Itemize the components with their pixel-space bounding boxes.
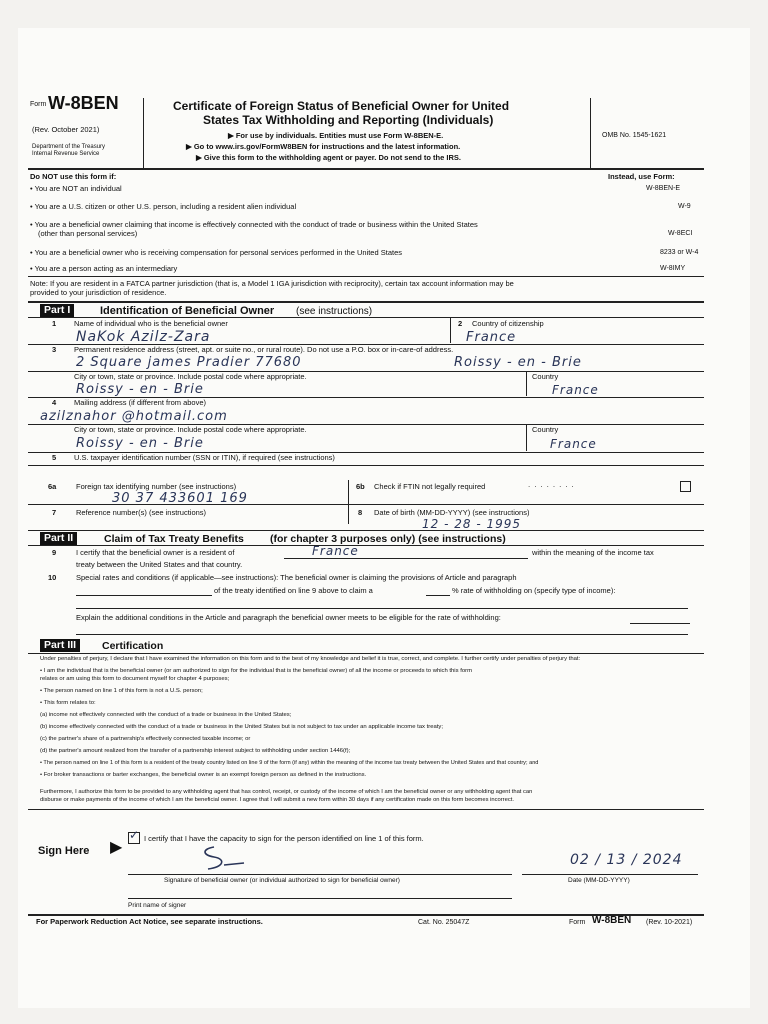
line9-line2: treaty between the United States and that country.	[76, 560, 243, 569]
line8-dob-field[interactable]: 12 - 28 - 1995	[422, 517, 521, 531]
line4-city-label: City or town, state or province. Include postal code where appropriate.	[74, 425, 307, 434]
part2-title-note: (for chapter 3 purposes only) (see instructions)	[270, 533, 506, 545]
header-sub3: ▶ Give this form to the withholding agent or payer. Do not send to the IRS.	[196, 153, 461, 162]
rule	[28, 545, 704, 546]
line1-name-field[interactable]: NaKok Azilz-Zara	[76, 329, 211, 345]
certification-item: (d) the partner's amount realized from the transfer of a partnership interest subject to withholding under section 1446(f);	[40, 748, 351, 754]
dept-line2: Internal Revenue Service	[32, 151, 100, 157]
rule	[526, 424, 527, 451]
sign-here-label: Sign Here	[38, 845, 90, 857]
sign-arrow-icon: ▶	[110, 839, 123, 856]
line2-number: 2	[458, 319, 463, 328]
rule	[284, 558, 528, 559]
line4-country-field[interactable]: France	[550, 437, 597, 451]
line3-label: Permanent residence address (street, apt. or suite no., or rural route). Do not use a P.O. box or in-care-of address.	[74, 345, 454, 354]
rule	[28, 530, 704, 531]
line9-number: 9	[52, 548, 57, 557]
line6a-ftin-field[interactable]: 30 37 433601 169	[112, 491, 248, 506]
print-name-label: Print name of signer	[128, 902, 187, 909]
do-not-form: 8233 or W-4	[660, 249, 699, 256]
capacity-checkbox[interactable]: ✓	[129, 828, 140, 842]
line6a-number: 6a	[48, 482, 57, 491]
line10-text1: Special rates and conditions (if applicable—see instructions): The beneficial owner is claiming the provisions of Article and paragraph	[76, 573, 517, 582]
line8-label: Date of birth (MM-DD-YYYY) (see instructions)	[374, 508, 530, 517]
line8-number: 8	[358, 508, 363, 517]
furthermore-line1: Furthermore, I authorize this form to be provided to any withholding agent that has control, receipt, or custody of the income of which I am the beneficial owner or any withholding agent that can	[40, 789, 533, 795]
do-not-form: W-8ECI	[668, 230, 693, 237]
certification-item: (a) income not effectively connected with the conduct of a trade or business in the United States;	[40, 712, 292, 718]
date-signed-field[interactable]: 02 / 13 / 2024	[570, 852, 683, 868]
line7-label: Reference number(s) (see instructions)	[76, 508, 207, 517]
certification-item: relates or am using this form to document myself for chapter 4 purposes;	[40, 676, 230, 682]
rule	[526, 371, 527, 396]
certification-item: (b) income effectively connected with the conduct of a trade or business in the United States but is not subject to tax under an applicable income tax treaty;	[40, 724, 443, 730]
footer-paperwork: For Paperwork Reduction Act Notice, see separate instructions.	[36, 917, 263, 926]
do-not-row: • You are a person acting as an intermediary	[30, 264, 178, 273]
rule	[450, 317, 451, 343]
part3-title: Certification	[102, 640, 164, 652]
leader-dots: ........	[528, 480, 578, 489]
form-title-line2: States Tax Withholding and Reporting (Individuals)	[203, 113, 494, 127]
capacity-statement: I certify that I have the capacity to sign for the person identified on line 1 of this form.	[144, 834, 424, 843]
form-rev: (Rev. October 2021)	[32, 125, 100, 134]
line5-number: 5	[52, 453, 57, 462]
line5-label: U.S. taxpayer identification number (SSN or ITIN), if required (see instructions)	[74, 453, 335, 462]
rule	[28, 504, 704, 505]
rule	[28, 465, 704, 466]
line10-text3: Explain the additional conditions in the Article and paragraph the beneficial owner meets to be eligible for the rate of withholding:	[76, 613, 501, 622]
do-not-row: • You are a beneficial owner claiming that income is effectively connected with the conduct of trade or business within the United States	[30, 220, 478, 229]
line6b-number: 6b	[356, 482, 365, 491]
line10-income-field[interactable]	[76, 608, 688, 609]
line9-country-field[interactable]: France	[312, 544, 359, 558]
line7-number: 7	[52, 508, 57, 517]
part1-title-note: (see instructions)	[296, 306, 373, 317]
part2-tag: Part II	[40, 532, 77, 545]
header-rule	[28, 168, 704, 170]
part3-tag: Part III	[40, 639, 80, 652]
line10-text2: of the treaty identified on line 9 above to claim a	[214, 586, 373, 595]
line10-rate-field[interactable]	[426, 595, 450, 596]
footer-rev: (Rev. 10-2021)	[646, 919, 693, 926]
do-not-heading: Do NOT use this form if:	[30, 172, 117, 181]
line3-number: 3	[52, 345, 57, 354]
line1-label: Name of individual who is the beneficial owner	[74, 319, 228, 328]
line3-country-label: Country	[532, 372, 559, 381]
line6a-label: Foreign tax identifying number (see instructions)	[76, 482, 237, 491]
dept-line1: Department of the Treasury	[32, 144, 106, 150]
certification-item: • The person named on line 1 of this form is a resident of the treaty country listed on line 9 of the form (if any) within the meaning of the income tax treaty between the United States and that country; and	[40, 760, 539, 766]
rule	[28, 276, 704, 277]
part1-tag: Part I	[40, 304, 74, 317]
do-not-row: • You are NOT an individual	[30, 184, 122, 193]
line4-mailing-field[interactable]: azilznahor @hotmail.com	[40, 409, 228, 424]
part2-title: Claim of Tax Treaty Benefits	[104, 533, 244, 545]
line2-citizenship-field[interactable]: France	[466, 330, 517, 345]
header-sub2: ▶ Go to www.irs.gov/FormW8BEN for instructions and the latest information.	[186, 142, 461, 151]
line10-conditions-field[interactable]	[630, 623, 690, 624]
ftin-not-required-checkbox[interactable]	[680, 481, 691, 492]
line4-city-field[interactable]: Roissy - en - Brie	[76, 436, 204, 451]
print-name-field[interactable]	[128, 898, 512, 899]
signature-label: Signature of beneficial owner (or individual authorized to sign for beneficial owner)	[164, 877, 400, 884]
rule	[28, 809, 704, 810]
rule	[28, 301, 704, 303]
line4-label: Mailing address (if different from above)	[74, 398, 207, 407]
certification-intro: Under penalties of perjury, I declare that I have examined the information on this form and to the best of my knowledge and belief it is true, correct, and complete. I further certify under penalties of perjury that:	[40, 656, 581, 662]
line9-label: I certify that the beneficial owner is a resident of	[76, 548, 235, 557]
line10-text2b: % rate of withholding on (specify type of income):	[452, 586, 616, 595]
line3-country-field[interactable]: France	[552, 383, 599, 397]
line3-address-field[interactable]: 2 Square james Pradier 77680	[76, 355, 302, 370]
rule	[76, 634, 688, 635]
do-not-row: (other than personal services)	[38, 229, 138, 238]
do-not-form: W-8IMY	[660, 265, 686, 272]
do-not-row: • You are a beneficial owner who is receiving compensation for personal services performed in the United States	[30, 248, 402, 257]
do-not-form: W-8BEN-E	[646, 185, 681, 192]
date-label: Date (MM-DD-YYYY)	[568, 877, 630, 884]
line9-tail: within the meaning of the income tax	[532, 548, 654, 557]
rule	[348, 480, 349, 524]
certification-item: • The person named on line 1 of this form is not a U.S. person;	[40, 688, 203, 694]
footer-cat-no: Cat. No. 25047Z	[418, 919, 470, 926]
line4-country-label: Country	[532, 425, 559, 434]
part1-title: Identification of Beneficial Owner	[100, 305, 275, 317]
line4-number: 4	[52, 398, 57, 407]
rule	[522, 874, 698, 875]
line3-address-field-cont[interactable]: Roissy - en - Brie	[454, 355, 582, 370]
omb-number: OMB No. 1545-1621	[602, 132, 667, 139]
header-divider-left	[143, 98, 144, 168]
do-not-form: W-9	[678, 203, 691, 210]
footer-form-word: Form	[569, 919, 586, 926]
line3-city-label: City or town, state or province. Include postal code where appropriate.	[74, 372, 307, 381]
signature-field[interactable]	[194, 843, 250, 873]
line2-label: Country of citizenship	[472, 319, 544, 328]
form-id: W-8BEN	[48, 93, 119, 113]
footer-form-id: W-8BEN	[592, 915, 632, 926]
line3-city-field[interactable]: Roissy - en - Brie	[76, 382, 204, 397]
do-not-row: • You are a U.S. citizen or other U.S. person, including a resident alien individual	[30, 202, 297, 211]
form-title-line1: Certificate of Foreign Status of Beneficial Owner for United	[173, 99, 510, 113]
instead-heading: Instead, use Form:	[608, 172, 675, 181]
line1-number: 1	[52, 319, 57, 328]
certification-item: • For broker transactions or barter exchanges, the beneficial owner is an exempt foreign person as defined in the instructions.	[40, 772, 367, 778]
rule	[128, 874, 512, 875]
form-word: Form	[30, 101, 47, 108]
line10-number: 10	[48, 573, 57, 582]
fatca-note-1: Note: If you are resident in a FATCA partner jurisdiction (that is, a Model 1 IGA jurisdiction with reciprocity), certain tax account information may be	[30, 279, 514, 288]
line10-article-field[interactable]	[76, 595, 212, 596]
furthermore-line2: disburse or make payments of the income of which I am the beneficial owner. I agree that I will submit a new form within 30 days if any certification made on this form becomes incorrect.	[40, 797, 514, 803]
certification-item: • This form relates to:	[40, 700, 96, 706]
rule	[28, 653, 704, 654]
header-sub1: ▶ For use by individuals. Entities must use Form W-8BEN-E.	[228, 131, 444, 140]
header-divider-right	[590, 98, 591, 168]
fatca-note-2: provided to your jurisdiction of residence.	[30, 288, 167, 297]
certification-item: (c) the partner's share of a partnership's effectively connected taxable income; or	[40, 736, 251, 742]
w8ben-form-page	[18, 28, 750, 1008]
certification-item: • I am the individual that is the beneficial owner (or am authorized to sign for the individual that is the beneficial owner) of all the income or proceeds to which this form	[40, 668, 472, 674]
rule	[28, 317, 704, 318]
line6b-label: Check if FTIN not legally required	[374, 482, 486, 491]
